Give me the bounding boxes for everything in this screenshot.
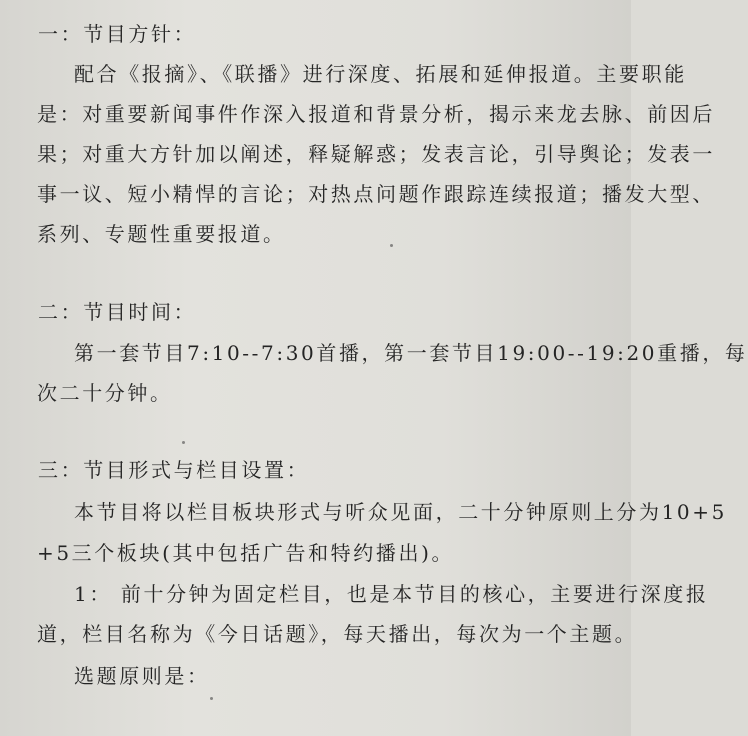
section3-line-1: 本节目将以栏目板块形式与听众见面，二十分钟原则上分为10+5 <box>74 500 727 524</box>
section2-line-1: 第一套节目7:10--7:30首播，第一套节目19:00--19:20重播，每 <box>74 341 748 365</box>
section3-line-3: 1： 前十分钟为固定栏目，也是本节目的核心，主要进行深度报 <box>74 582 709 606</box>
section1-line-5: 系列、专题性重要报道。 <box>37 222 286 246</box>
paper-speck <box>210 697 213 700</box>
section3-line-5: 选题原则是： <box>74 664 210 688</box>
section1-line-4: 事一议、短小精悍的言论；对热点问题作跟踪连续报道；播发大型、 <box>37 182 715 206</box>
section1-line-3: 果；对重大方针加以阐述，释疑解惑；发表言论，引导舆论；发表一 <box>37 142 715 166</box>
section2-heading: 二：节目时间： <box>38 300 197 324</box>
section3-line-2: +5三个板块(其中包括广告和特约播出)。 <box>37 541 455 565</box>
section2-line-2: 次二十分钟。 <box>37 381 173 405</box>
section3-heading: 三：节目形式与栏目设置： <box>38 458 310 482</box>
section1-line-1: 配合《报摘》、《联播》进行深度、拓展和延伸报道。主要职能 <box>74 62 687 86</box>
section3-line-4: 道，栏目名称为《今日话题》，每天播出，每次为一个主题。 <box>37 622 638 646</box>
section1-heading: 一：节目方针： <box>38 22 197 46</box>
paper-speck <box>390 244 393 247</box>
section1-line-2: 是：对重要新闻事件作深入报道和背景分析，揭示来龙去脉、前因后 <box>37 102 715 126</box>
paper-speck <box>182 441 185 444</box>
